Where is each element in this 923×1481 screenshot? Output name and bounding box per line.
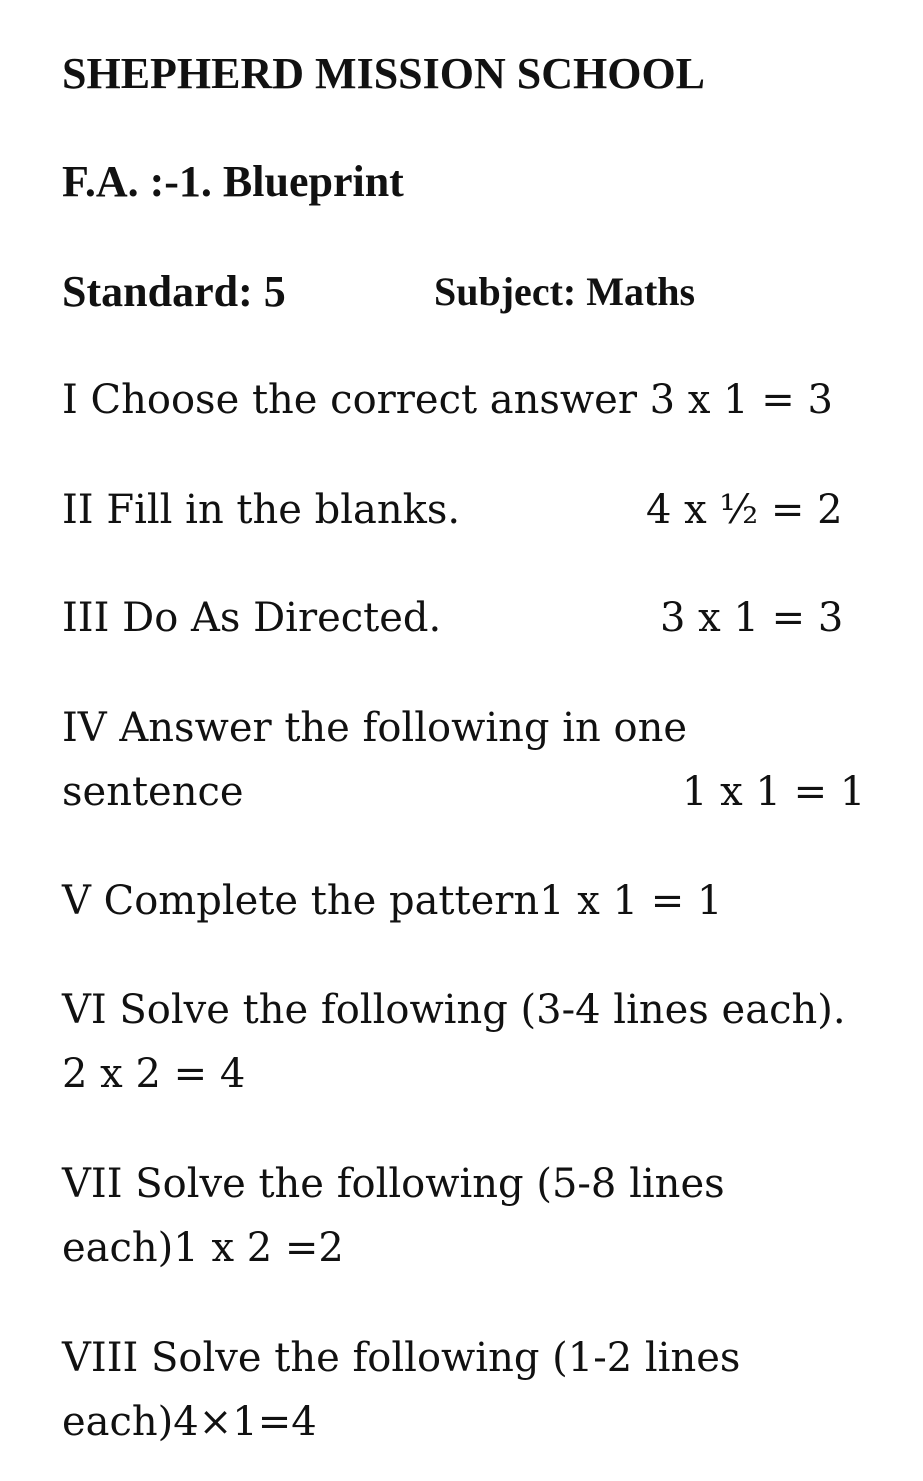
section-marks: 4 x ½ = 2 xyxy=(646,487,843,533)
section-title: VI Solve the following (3-4 lines each). xyxy=(62,987,846,1033)
section-row xyxy=(62,376,833,424)
section-title-continued: sentence xyxy=(62,769,244,815)
standard-label: Standard: 5 xyxy=(62,267,286,316)
section-title: III Do As Directed. xyxy=(62,595,442,641)
section-title: VIII Solve the following (1-2 lines xyxy=(62,1335,741,1381)
section-title-continued: each) xyxy=(62,1399,174,1445)
section-title-continued: each) xyxy=(62,1225,174,1271)
section-row xyxy=(62,1224,344,1272)
section-title: VII Solve the following (5-8 lines xyxy=(62,1161,725,1207)
section-marks: 1 x 1 = 1 xyxy=(682,769,866,815)
section-marks: 1 x 2 =2 xyxy=(173,1225,344,1271)
exam-title: F.A. :-1. Blueprint xyxy=(62,157,404,206)
section-marks: 3 x 1 = 3 xyxy=(649,377,833,423)
section-marks: 4×1=4 xyxy=(173,1399,317,1445)
section-marks: 3 x 1 = 3 xyxy=(660,595,844,641)
school-name: SHEPHERD MISSION SCHOOL xyxy=(62,49,706,98)
section-row xyxy=(62,877,722,925)
section-marks: 2 x 2 = 4 xyxy=(62,1051,246,1097)
section-title: IV Answer the following in one xyxy=(62,705,687,751)
section-title: II Fill in the blanks. xyxy=(62,487,461,533)
section-row xyxy=(62,1398,317,1446)
subject-label: Subject: Maths xyxy=(434,269,696,314)
section-title: V Complete the pattern xyxy=(62,878,540,924)
section-title: I Choose the correct answer xyxy=(62,377,637,423)
section-marks: 1 x 1 = 1 xyxy=(539,878,723,924)
